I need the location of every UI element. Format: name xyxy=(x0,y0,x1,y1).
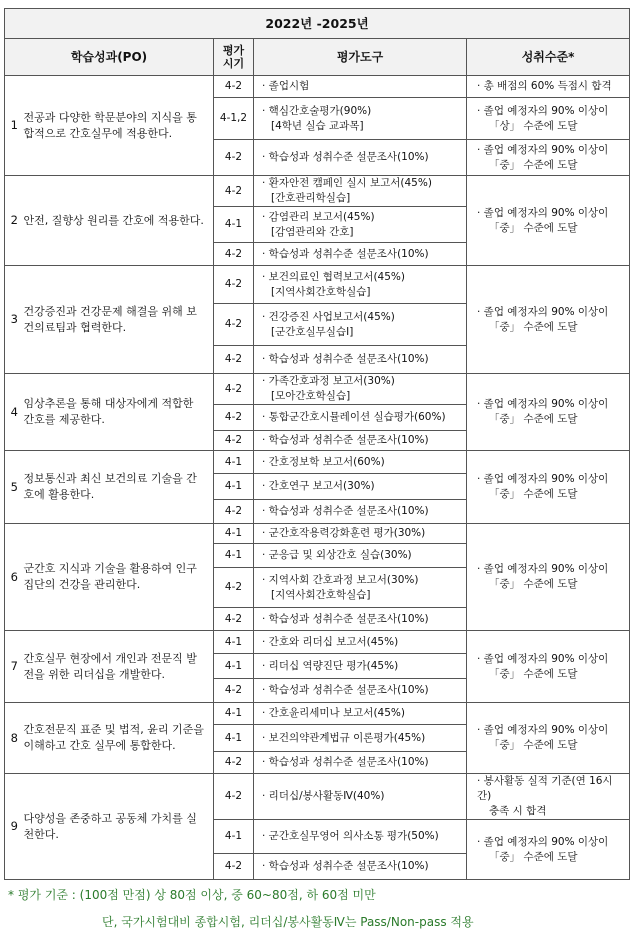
tool-name: · 간호연구 보고서(30%) xyxy=(262,480,375,492)
tool-name: · 리더십 역량진단 평가(45%) xyxy=(262,659,399,672)
tool-name: · 학습성과 성취수준 설문조사(10%) xyxy=(262,756,429,768)
assessment-tool xyxy=(254,266,467,304)
assessment-term: 4-2 xyxy=(214,346,254,374)
criteria-cell xyxy=(467,140,630,176)
criteria-level: 「중」 수준에 도달 xyxy=(489,739,578,751)
tool-name: · 학습성과 성취수준 설문조사(10%) xyxy=(262,860,429,872)
assessment-term: 4-1 xyxy=(214,654,254,679)
outcome-number: 3 xyxy=(5,266,24,374)
outcome-number: 5 xyxy=(5,451,24,524)
table-row xyxy=(5,451,630,474)
assessment-term: 4-1,2 xyxy=(214,98,254,140)
criteria-cell xyxy=(467,524,630,631)
assessment-tool xyxy=(254,76,467,98)
tool-name: · 간호정보학 보고서(60%) xyxy=(262,455,385,468)
criteria-text: · 졸업 예정자의 90% 이상이 xyxy=(477,835,609,848)
outcome-assessment-table xyxy=(4,8,630,880)
table-row xyxy=(5,703,630,725)
assessment-tool xyxy=(254,774,467,820)
criteria-text: · 총 배점의 60% 득점시 합격 xyxy=(477,80,612,92)
tool-name: · 군응급 및 외상간호 실습(30%) xyxy=(262,549,412,561)
outcome-number: 2 xyxy=(5,176,24,266)
tool-name: · 졸업시험 xyxy=(262,80,310,92)
criteria-cell xyxy=(467,76,630,98)
outcome-text: 다양성을 존중하고 공동체 가치를 실천한다. xyxy=(24,774,214,880)
assessment-tool xyxy=(254,820,467,854)
assessment-term: 4-1 xyxy=(214,524,254,544)
header-tool: 평가도구 xyxy=(254,39,467,76)
assessment-term: 4-1 xyxy=(214,474,254,500)
tool-name: · 군간호작용력강화훈련 평가(30%) xyxy=(262,527,426,539)
assessment-tool xyxy=(254,703,467,725)
criteria-level: 충족 시 합격 xyxy=(489,805,547,817)
assessment-term: 4-2 xyxy=(214,774,254,820)
criteria-cell xyxy=(467,374,630,451)
criteria-level: 「중」 수준에 도달 xyxy=(489,221,578,234)
tool-name: · 간호윤리세미나 보고서(45%) xyxy=(262,707,405,719)
criteria-text: · 봉사활동 실적 기준(연 16시간) xyxy=(477,775,613,802)
tool-name: · 학습성과 성취수준 설문조사(10%) xyxy=(262,505,429,517)
assessment-term: 4-2 xyxy=(214,679,254,703)
assessment-tool xyxy=(254,854,467,880)
criteria-text: · 졸업 예정자의 90% 이상이 xyxy=(477,724,609,736)
outcome-text: 안전, 질향상 원리를 간호에 적용한다. xyxy=(24,176,214,266)
tool-name: · 군간호실무영어 의사소통 평가(50%) xyxy=(262,830,439,842)
assessment-tool xyxy=(254,631,467,654)
table-row xyxy=(5,774,630,820)
outcome-text: 군간호 지식과 기술을 활용하여 인구집단의 건강을 관리한다. xyxy=(24,524,214,631)
assessment-tool xyxy=(254,176,467,207)
criteria-text: · 졸업 예정자의 90% 이상이 xyxy=(477,473,609,485)
assessment-tool xyxy=(254,654,467,679)
assessment-term: 4-2 xyxy=(214,304,254,346)
criteria-level: 「중」 수준에 도달 xyxy=(489,850,578,863)
assessment-term: 4-2 xyxy=(214,608,254,631)
assessment-term: 4-1 xyxy=(214,703,254,725)
criteria-cell xyxy=(467,451,630,524)
table-row xyxy=(5,176,630,207)
assessment-term: 4-1 xyxy=(214,631,254,654)
table-row xyxy=(5,631,630,654)
tool-name: · 지역사회 간호과정 보고서(30%) xyxy=(262,573,419,586)
criteria-level: 「중」 수준에 도달 xyxy=(489,667,578,680)
footnote-exception: 단, 국가시험대비 종합시험, 리더십/봉사활동Ⅳ는 Pass/Non-pass 적용 xyxy=(102,915,474,929)
outcome-number: 9 xyxy=(5,774,24,880)
assessment-tool xyxy=(254,725,467,752)
tool-name: · 학습성과 성취수준 설문조사(10%) xyxy=(262,612,429,625)
tool-name: · 환자안전 캠페인 실시 보고서(45%) xyxy=(262,177,432,189)
criteria-level: 「중」 수준에 도달 xyxy=(489,320,578,333)
criteria-cell xyxy=(467,774,630,820)
outcome-text: 간호실무 현장에서 개인과 전문직 발전을 위한 리더십을 개발한다. xyxy=(24,631,214,703)
criteria-text: · 졸업 예정자의 90% 이상이 xyxy=(477,206,609,219)
assessment-term: 4-2 xyxy=(214,374,254,405)
criteria-level: 「중」 수준에 도달 xyxy=(489,488,578,500)
assessment-term: 4-2 xyxy=(214,140,254,176)
tool-name: · 가족간호과정 보고서(30%) xyxy=(262,375,395,387)
criteria-level: 「중」 수준에 도달 xyxy=(489,158,578,171)
assessment-term: 4-2 xyxy=(214,500,254,524)
table-title: 2022년 -2025년 xyxy=(5,9,630,39)
table-body xyxy=(5,76,630,880)
header-term: 평가 시기 xyxy=(214,39,254,76)
assessment-term: 4-1 xyxy=(214,544,254,568)
tool-name: · 학습성과 성취수준 설문조사(10%) xyxy=(262,151,429,163)
outcome-number: 8 xyxy=(5,703,24,774)
assessment-term: 4-1 xyxy=(214,725,254,752)
outcome-text: 임상추론을 통해 대상자에게 적합한 간호를 제공한다. xyxy=(24,374,214,451)
outcome-text: 건강증진과 건강문제 해결을 위해 보건의료팀과 협력한다. xyxy=(24,266,214,374)
assessment-term: 4-1 xyxy=(214,207,254,243)
tool-course: [4학년 실습 교과목] xyxy=(271,119,364,132)
table-row xyxy=(5,374,630,405)
assessment-term: 4-1 xyxy=(214,820,254,854)
assessment-term: 4-2 xyxy=(214,76,254,98)
criteria-level: 「상」 수준에 도달 xyxy=(489,119,578,132)
assessment-tool xyxy=(254,451,467,474)
outcome-number: 7 xyxy=(5,631,24,703)
criteria-cell xyxy=(467,703,630,774)
assessment-term: 4-2 xyxy=(214,243,254,266)
criteria-level: 「중」 수준에 도달 xyxy=(489,413,578,425)
tool-name: · 보건의약관계법규 이론평가(45%) xyxy=(262,731,426,744)
assessment-tool xyxy=(254,374,467,405)
header-outcome: 학습성과(PO) xyxy=(5,39,214,76)
assessment-tool xyxy=(254,608,467,631)
tool-course: [지역사회간호학실습] xyxy=(271,285,371,298)
assessment-tool xyxy=(254,346,467,374)
outcome-text: 전공과 다양한 학문분야의 지식을 통합적으로 간호실무에 적용한다. xyxy=(24,76,214,176)
criteria-text: · 졸업 예정자의 90% 이상이 xyxy=(477,143,609,156)
outcome-number: 1 xyxy=(5,76,24,176)
assessment-term: 4-1 xyxy=(214,451,254,474)
assessment-tool xyxy=(254,679,467,703)
assessment-tool xyxy=(254,243,467,266)
tool-name: · 학습성과 성취수준 설문조사(10%) xyxy=(262,684,429,696)
assessment-tool xyxy=(254,474,467,500)
tool-name: · 감염관리 보고서(45%) xyxy=(262,210,375,223)
table-row xyxy=(5,266,630,304)
table-row xyxy=(5,524,630,544)
criteria-text: · 졸업 예정자의 90% 이상이 xyxy=(477,652,609,665)
tool-course: [감염관리와 간호] xyxy=(271,225,354,238)
tool-name: · 핵심간호술평가(90%) xyxy=(262,104,372,117)
assessment-term: 4-2 xyxy=(214,431,254,451)
table-row xyxy=(5,76,630,98)
tool-name: · 학습성과 성취수준 설문조사(10%) xyxy=(262,247,429,260)
assessment-tool xyxy=(254,544,467,568)
assessment-term: 4-2 xyxy=(214,854,254,880)
tool-name: · 통합군간호시뮬레이션 실습평가(60%) xyxy=(262,411,446,423)
assessment-term: 4-2 xyxy=(214,568,254,608)
tool-course: [간호관리학실습] xyxy=(271,192,351,204)
assessment-tool xyxy=(254,431,467,451)
criteria-text: · 졸업 예정자의 90% 이상이 xyxy=(477,563,609,575)
assessment-tool xyxy=(254,568,467,608)
tool-name: · 학습성과 성취수준 설문조사(10%) xyxy=(262,353,429,365)
assessment-term: 4-2 xyxy=(214,176,254,207)
criteria-cell xyxy=(467,631,630,703)
tool-course: [지역사회간호학실습] xyxy=(271,588,371,601)
criteria-text: · 졸업 예정자의 90% 이상이 xyxy=(477,398,609,410)
criteria-text: · 졸업 예정자의 90% 이상이 xyxy=(477,104,609,117)
assessment-term: 4-2 xyxy=(214,405,254,431)
criteria-cell xyxy=(467,176,630,266)
criteria-text: · 졸업 예정자의 90% 이상이 xyxy=(477,305,609,318)
tool-name: · 간호와 리더십 보고서(45%) xyxy=(262,635,399,648)
criteria-cell xyxy=(467,98,630,140)
assessment-tool xyxy=(254,500,467,524)
assessment-tool xyxy=(254,98,467,140)
assessment-tool xyxy=(254,524,467,544)
outcome-text: 간호전문직 표준 및 법적, 윤리 기준을 이해하고 간호 실무에 통합한다. xyxy=(24,703,214,774)
header-criteria: 성취수준* xyxy=(467,39,630,76)
tool-name: · 보건의료인 협력보고서(45%) xyxy=(262,270,405,283)
outcome-text: 정보통신과 최신 보건의료 기술을 간호에 활용한다. xyxy=(24,451,214,524)
outcome-number: 6 xyxy=(5,524,24,631)
tool-name: · 건강증진 사업보고서(45%) xyxy=(262,310,395,323)
criteria-level: 「중」 수준에 도달 xyxy=(489,578,578,590)
assessment-tool xyxy=(254,304,467,346)
assessment-tool xyxy=(254,140,467,176)
assessment-tool xyxy=(254,752,467,774)
footnote-criteria: * 평가 기준 : (100점 만점) 상 80점 이상, 중 60~80점, 하 60점 미만 xyxy=(8,888,376,902)
criteria-cell xyxy=(467,820,630,880)
assessment-tool xyxy=(254,405,467,431)
outcome-number: 4 xyxy=(5,374,24,451)
criteria-cell xyxy=(467,266,630,374)
assessment-term: 4-2 xyxy=(214,752,254,774)
assessment-tool xyxy=(254,207,467,243)
tool-course: [군간호실무실습Ⅰ] xyxy=(271,325,354,338)
tool-name: · 학습성과 성취수준 설문조사(10%) xyxy=(262,434,429,446)
tool-name: · 리더십/봉사활동Ⅳ(40%) xyxy=(262,790,385,802)
tool-course: [모아간호학실습] xyxy=(271,390,351,402)
assessment-term: 4-2 xyxy=(214,266,254,304)
